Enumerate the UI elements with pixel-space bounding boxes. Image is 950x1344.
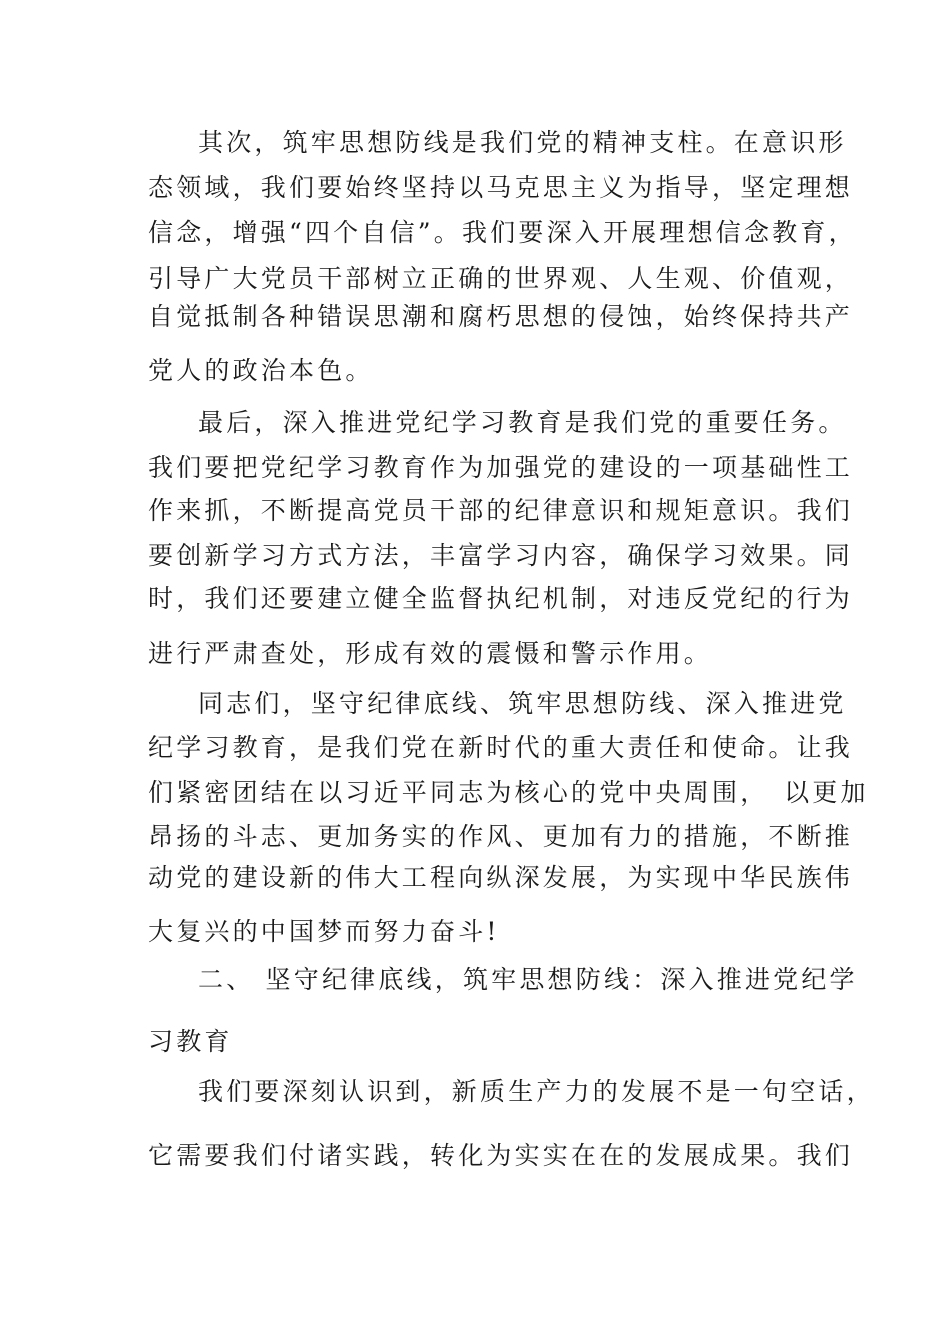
paragraph-line: 自觉抵制各种错误思潮和腐朽思想的侵蚀，始终保持共产 [148, 302, 854, 331]
paragraph-line: 我们要深刻认识到，新质生产力的发展不是一句空话， [198, 1077, 875, 1106]
paragraph-line: 们紧密团结在以习近平同志为核心的党中央周围， 以更加 [148, 778, 869, 807]
paragraph-line: 引导广大党员干部树立正确的世界观、人生观、价值观， [148, 264, 854, 293]
paragraph-line: 其次，筑牢思想防线是我们党的精神支柱。在意识形 [198, 128, 847, 157]
paragraph-line: 大复兴的中国梦而努力奋斗! [148, 917, 500, 946]
paragraph-line: 信念，增强“四个自信”。我们要深入开展理想信念教育， [148, 218, 857, 247]
section-heading-line: 二、 坚守纪律底线，筑牢思想防线：深入推进党纪学 [198, 965, 858, 994]
paragraph-line: 动党的建设新的伟大工程向纵深发展，为实现中华民族伟 [148, 863, 854, 892]
paragraph-line: 态领域，我们要始终坚持以马克思主义为指导，坚定理想 [148, 173, 854, 202]
paragraph-line: 进行严肃查处，形成有效的震慑和警示作用。 [148, 639, 713, 668]
section-heading-line: 习教育 [148, 1027, 233, 1056]
paragraph-line: 我们要把党纪学习教育作为加强党的建设的一项基础性工 [148, 453, 854, 482]
paragraph-line: 纪学习教育，是我们党在新时代的重大责任和使命。让我 [148, 733, 854, 762]
paragraph-line: 要创新学习方式方法，丰富学习内容，确保学习效果。同 [148, 541, 854, 570]
paragraph-line: 昂扬的斗志、更加务实的作风、更加有力的措施，不断推 [148, 822, 854, 851]
paragraph-line: 党人的政治本色。 [148, 356, 374, 385]
paragraph-line: 同志们，坚守纪律底线、筑牢思想防线、深入推进党 [198, 689, 847, 718]
paragraph-line: 它需要我们付诸实践，转化为实实在在的发展成果。我们 [148, 1141, 854, 1170]
paragraph-line: 时，我们还要建立健全监督执纪机制，对违反党纪的行为 [148, 584, 854, 613]
paragraph-line: 作来抓，不断提高党员干部的纪律意识和规矩意识。我们 [148, 496, 854, 525]
paragraph-line: 最后，深入推进党纪学习教育是我们党的重要任务。 [198, 408, 847, 437]
